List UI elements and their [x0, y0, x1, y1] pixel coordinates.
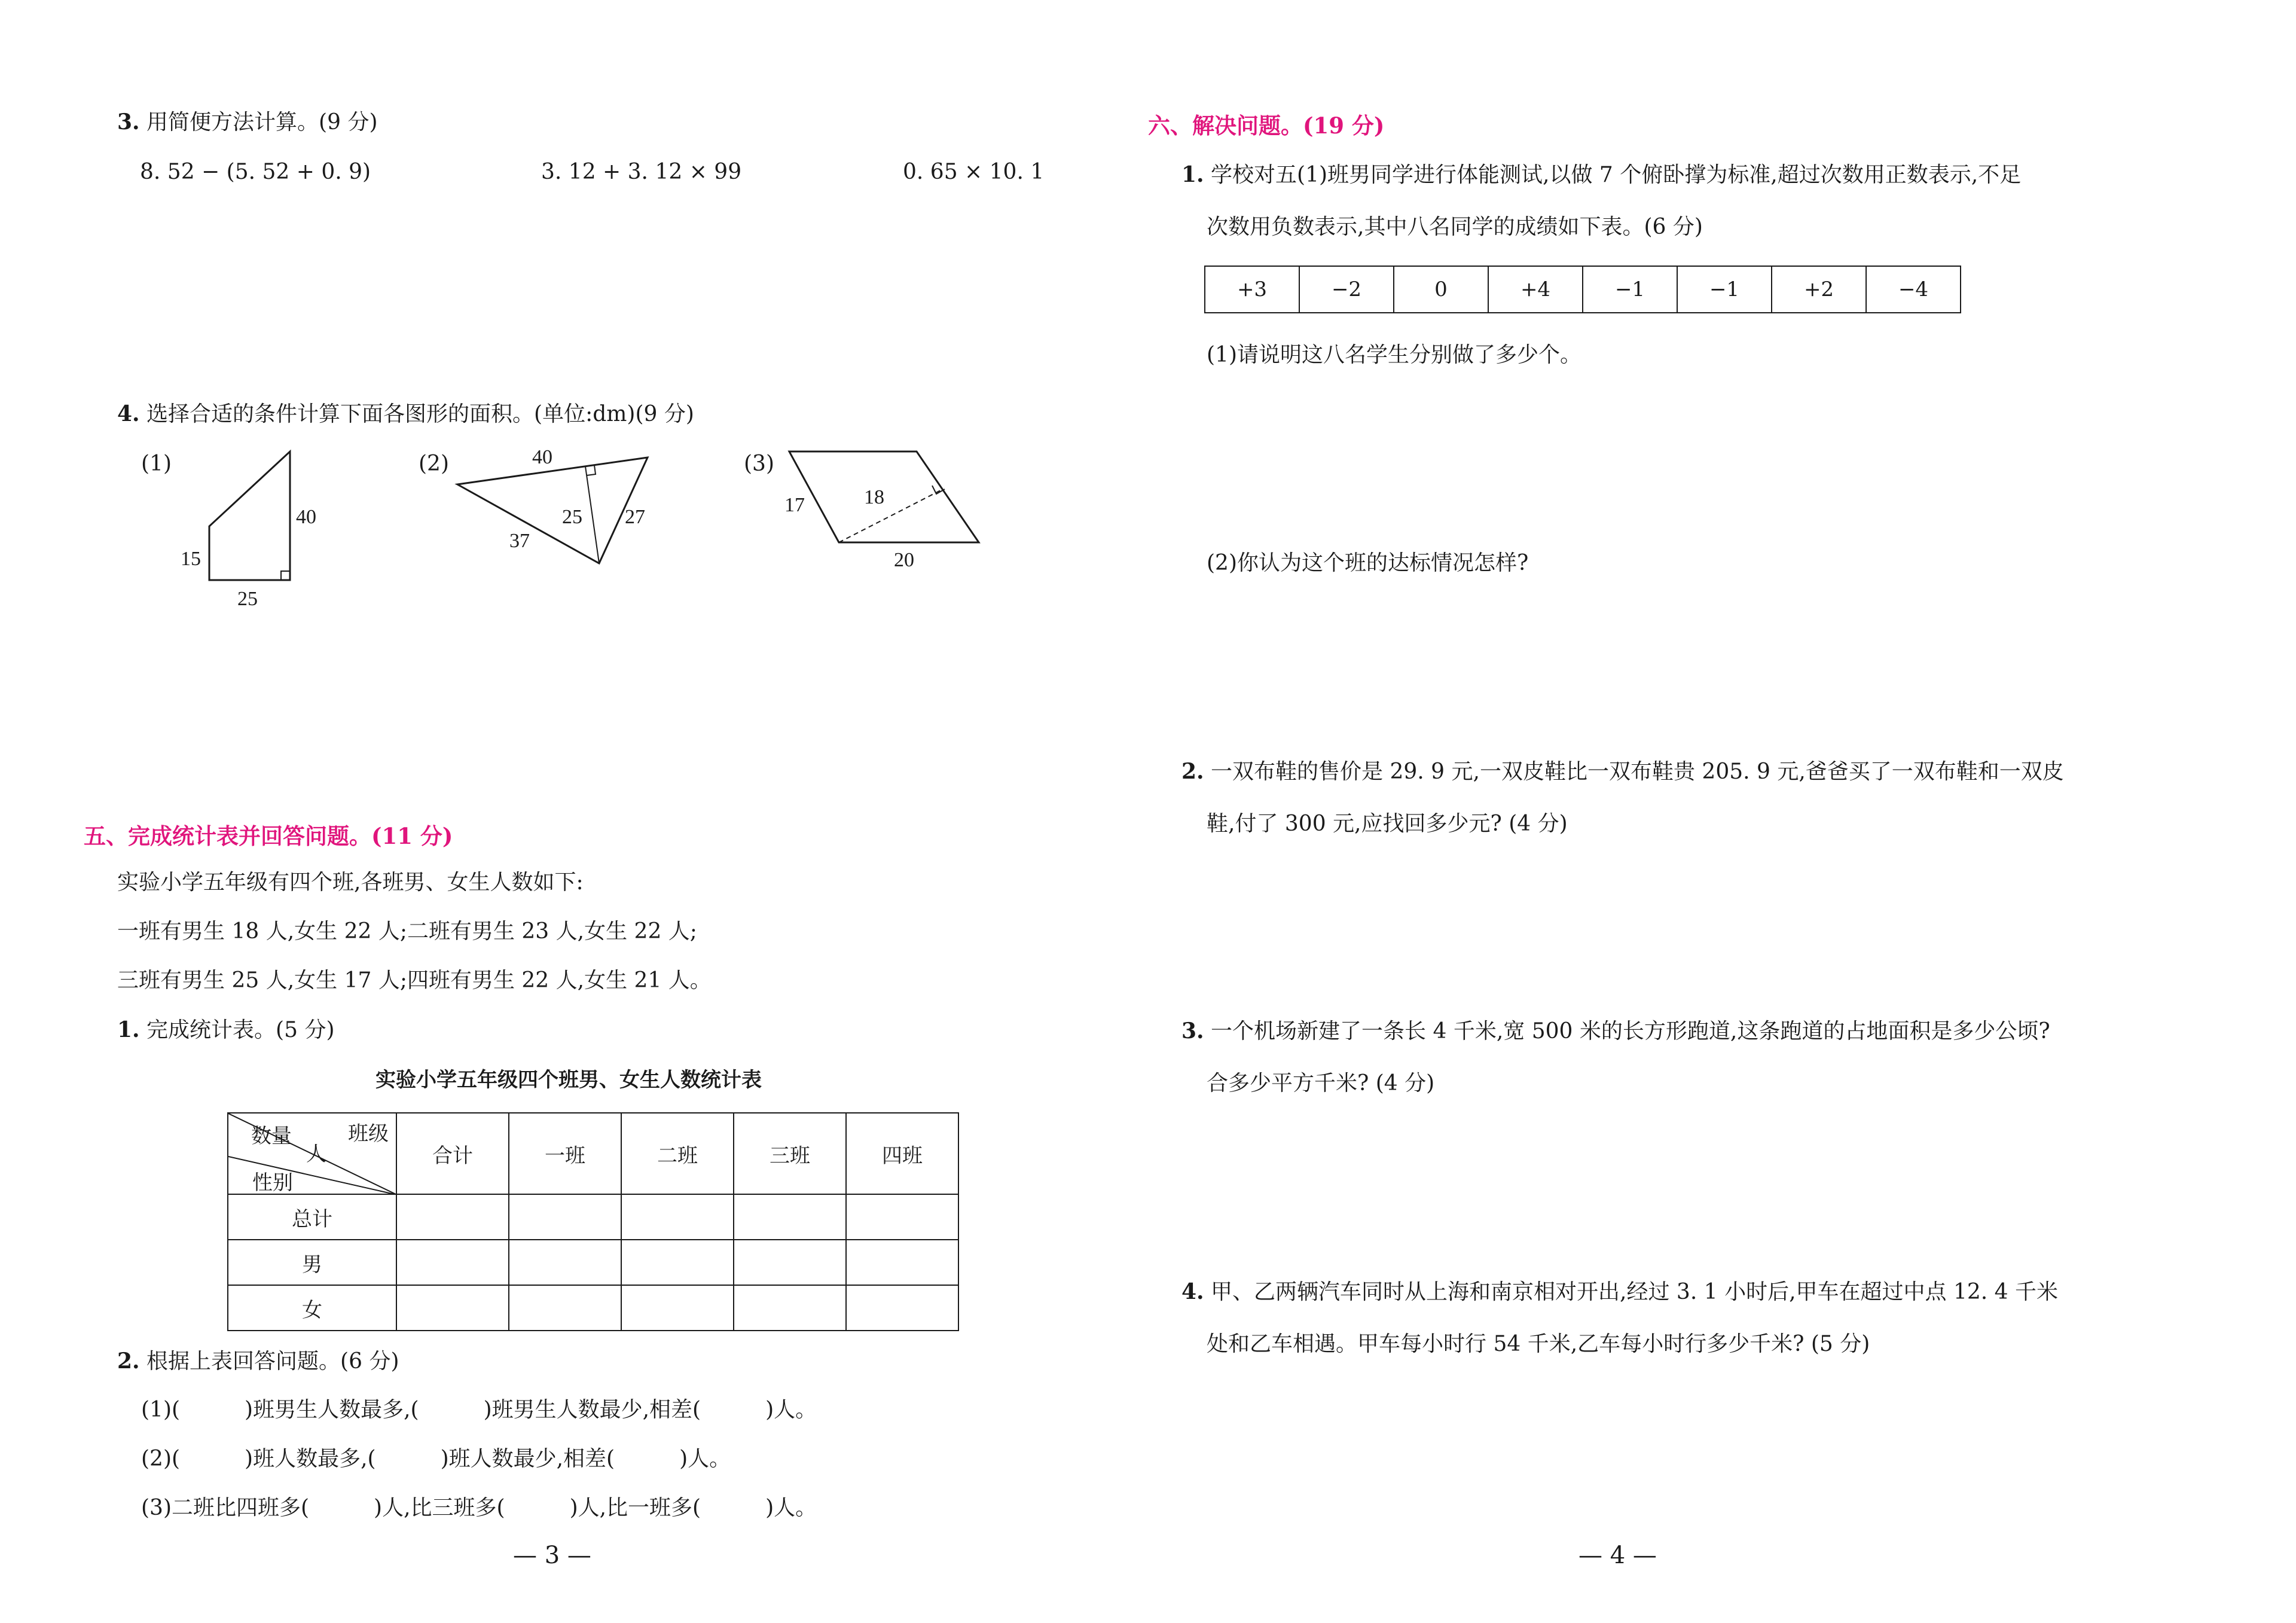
s6-q2-line-1 [1181, 757, 2064, 786]
s6-q1-text: 学校对五(1)班男同学进行体能测试,以做 7 个俯卧撑为标准,超过次数用正数表示,不足 [1211, 163, 2022, 187]
q3-title [117, 108, 378, 137]
s6-q1-sub1: (1)请说明这八名学生分别做了多少个。 [1207, 343, 1581, 367]
q4-title [117, 399, 694, 429]
table-cell[interactable] [509, 1240, 621, 1285]
answer-line-3: (3)二班比四班多( )人,比三班多( )人,比一班多( )人。 [141, 1496, 817, 1520]
column-header-class-2: 二班 [621, 1113, 734, 1194]
score-cell: 0 [1394, 266, 1488, 313]
table-row [228, 1285, 958, 1331]
triangle-height-line [585, 466, 599, 563]
corner-class-label: 班级 [348, 1122, 389, 1146]
s6-q4-number: 4. [1181, 1279, 1204, 1304]
s6-q1-sub2: (2)你认为这个班的达标情况怎样? [1207, 551, 1529, 575]
table-cell[interactable] [846, 1240, 958, 1285]
figure-1-trapezoid [167, 443, 359, 610]
table-cell[interactable] [396, 1285, 509, 1331]
section5-intro-line-1: 实验小学五年级有四个班,各班男、女生人数如下: [117, 870, 584, 895]
score-cell: −1 [1677, 266, 1772, 313]
right-angle-mark [932, 486, 945, 494]
figure-3-parallelogram [771, 437, 1010, 580]
sub2-number: 2. [117, 1349, 140, 1374]
corner-gender-label: 性别 [252, 1171, 293, 1195]
expression-2: 3. 12 + 3. 12 × 99 [541, 160, 742, 184]
table-cell[interactable] [621, 1285, 734, 1331]
corner-unit-label: 人 [306, 1142, 326, 1166]
s6-q3-line-2: 合多少平方千米? (4 分) [1207, 1071, 1435, 1096]
table-title: 实验小学五年级四个班男、女生人数统计表 [375, 1068, 762, 1092]
parallelogram-height-line [839, 490, 941, 542]
expression-1: 8. 52 − (5. 52 + 0. 9) [140, 160, 371, 184]
fig3-side-label: 17 [784, 494, 805, 516]
s6-q2-number: 2. [1181, 759, 1204, 784]
right-angle-mark [281, 571, 290, 580]
table-row [228, 1240, 958, 1285]
answer-line-1: (1)( )班男生人数最多,( )班男生人数最少,相差( )人。 [141, 1398, 817, 1422]
table-cell[interactable] [396, 1240, 509, 1285]
answer-line-2: (2)( )班人数最多,( )班人数最少,相差( )人。 [141, 1447, 731, 1471]
s6-q1-line-1 [1181, 160, 2021, 190]
score-table [1204, 266, 1961, 313]
fig1-left-label: 15 [181, 548, 201, 570]
table-cell[interactable] [734, 1240, 846, 1285]
page-number-right: — 4 — [1578, 1542, 1657, 1569]
figure-2-triangle [442, 437, 670, 586]
s6-q4-text: 甲、乙两辆汽车同时从上海和南京相对开出,经过 3. 1 小时后,甲车在超过中点 12. 4 千米 [1211, 1280, 2059, 1304]
sub1-number: 1. [117, 1017, 140, 1042]
sub1-text: 完成统计表。(5 分) [146, 1018, 335, 1042]
triangle-shape [457, 457, 648, 563]
score-cell: +3 [1205, 266, 1299, 313]
fig3-bottom-label: 20 [894, 549, 914, 571]
table-cell[interactable] [509, 1194, 621, 1240]
score-cell: −4 [1866, 266, 1961, 313]
table-cell[interactable] [846, 1285, 958, 1331]
q3-title-text: 用简便方法计算。(9 分) [146, 110, 378, 135]
figure-3-label: (3) [744, 451, 774, 476]
s6-q2-text: 一双布鞋的售价是 29. 9 元,一双皮鞋比一双布鞋贵 205. 9 元,爸爸买了一双布鞋和一双皮 [1211, 759, 2064, 784]
section5-sub1 [117, 1015, 335, 1045]
row-header-male: 男 [228, 1240, 396, 1285]
fig2-top-label: 40 [532, 446, 552, 468]
section6-title: 六、解决问题。(19 分) [1148, 112, 1385, 139]
score-row [1205, 266, 1961, 313]
score-cell: +4 [1488, 266, 1583, 313]
statistics-table [227, 1112, 959, 1331]
sub2-text: 根据上表回答问题。(6 分) [146, 1349, 399, 1374]
column-header-class-1: 一班 [509, 1113, 621, 1194]
table-cell[interactable] [621, 1240, 734, 1285]
table-cell[interactable] [734, 1194, 846, 1240]
page-number-left: — 3 — [513, 1542, 591, 1569]
figure-2-label: (2) [419, 451, 449, 476]
score-cell: −1 [1583, 266, 1677, 313]
row-header-female: 女 [228, 1285, 396, 1331]
trapezoid-shape [209, 451, 290, 580]
fig1-right-label: 40 [296, 506, 316, 528]
table-corner-cell [228, 1113, 396, 1194]
s6-q1-line-2: 次数用负数表示,其中八名同学的成绩如下表。(6 分) [1207, 215, 1703, 239]
s6-q4-line-1 [1181, 1277, 2058, 1307]
table-cell[interactable] [734, 1285, 846, 1331]
corner-quantity-label: 数量 [251, 1124, 292, 1148]
section5-sub2 [117, 1347, 399, 1376]
table-cell[interactable] [396, 1194, 509, 1240]
s6-q3-line-1 [1181, 1017, 2050, 1046]
table-cell[interactable] [846, 1194, 958, 1240]
figure-1-label: (1) [141, 451, 172, 476]
q4-number: 4. [117, 401, 140, 426]
fig2-height-label: 25 [562, 506, 582, 528]
section5-title: 五、完成统计表并回答问题。(11 分) [84, 823, 453, 849]
q3-number: 3. [117, 109, 140, 135]
table-header-row [228, 1113, 958, 1194]
s6-q3-number: 3. [1181, 1018, 1204, 1044]
s6-q4-line-2: 处和乙车相遇。甲车每小时行 54 千米,乙车每小时行多少千米? (5 分) [1207, 1332, 1870, 1356]
table-cell[interactable] [509, 1285, 621, 1331]
score-cell: +2 [1772, 266, 1866, 313]
table-row [228, 1194, 958, 1240]
column-header-class-3: 三班 [734, 1113, 846, 1194]
fig1-bottom-label: 25 [237, 588, 258, 610]
expression-3: 0. 65 × 10. 1 [903, 160, 1045, 184]
s6-q2-line-2: 鞋,付了 300 元,应找回多少元? (4 分) [1207, 812, 1568, 836]
column-header-class-4: 四班 [846, 1113, 958, 1194]
fig2-left-label: 37 [509, 530, 530, 552]
s6-q3-text: 一个机场新建了一条长 4 千米,宽 500 米的长方形跑道,这条跑道的占地面积是多少公顷? [1211, 1019, 2050, 1044]
table-cell[interactable] [621, 1194, 734, 1240]
row-header-total: 总计 [228, 1194, 396, 1240]
fig2-right-label: 27 [625, 506, 645, 528]
column-header-total: 合计 [396, 1113, 509, 1194]
score-cell: −2 [1299, 266, 1394, 313]
section5-intro-line-3: 三班有男生 25 人,女生 17 人;四班有男生 22 人,女生 21 人。 [117, 968, 712, 993]
fig3-height-label: 18 [864, 486, 884, 508]
section5-intro-line-2: 一班有男生 18 人,女生 22 人;二班有男生 23 人,女生 22 人; [117, 919, 697, 944]
q4-title-text: 选择合适的条件计算下面各图形的面积。(单位:dm)(9 分) [146, 402, 694, 426]
s6-q1-number: 1. [1181, 162, 1204, 187]
